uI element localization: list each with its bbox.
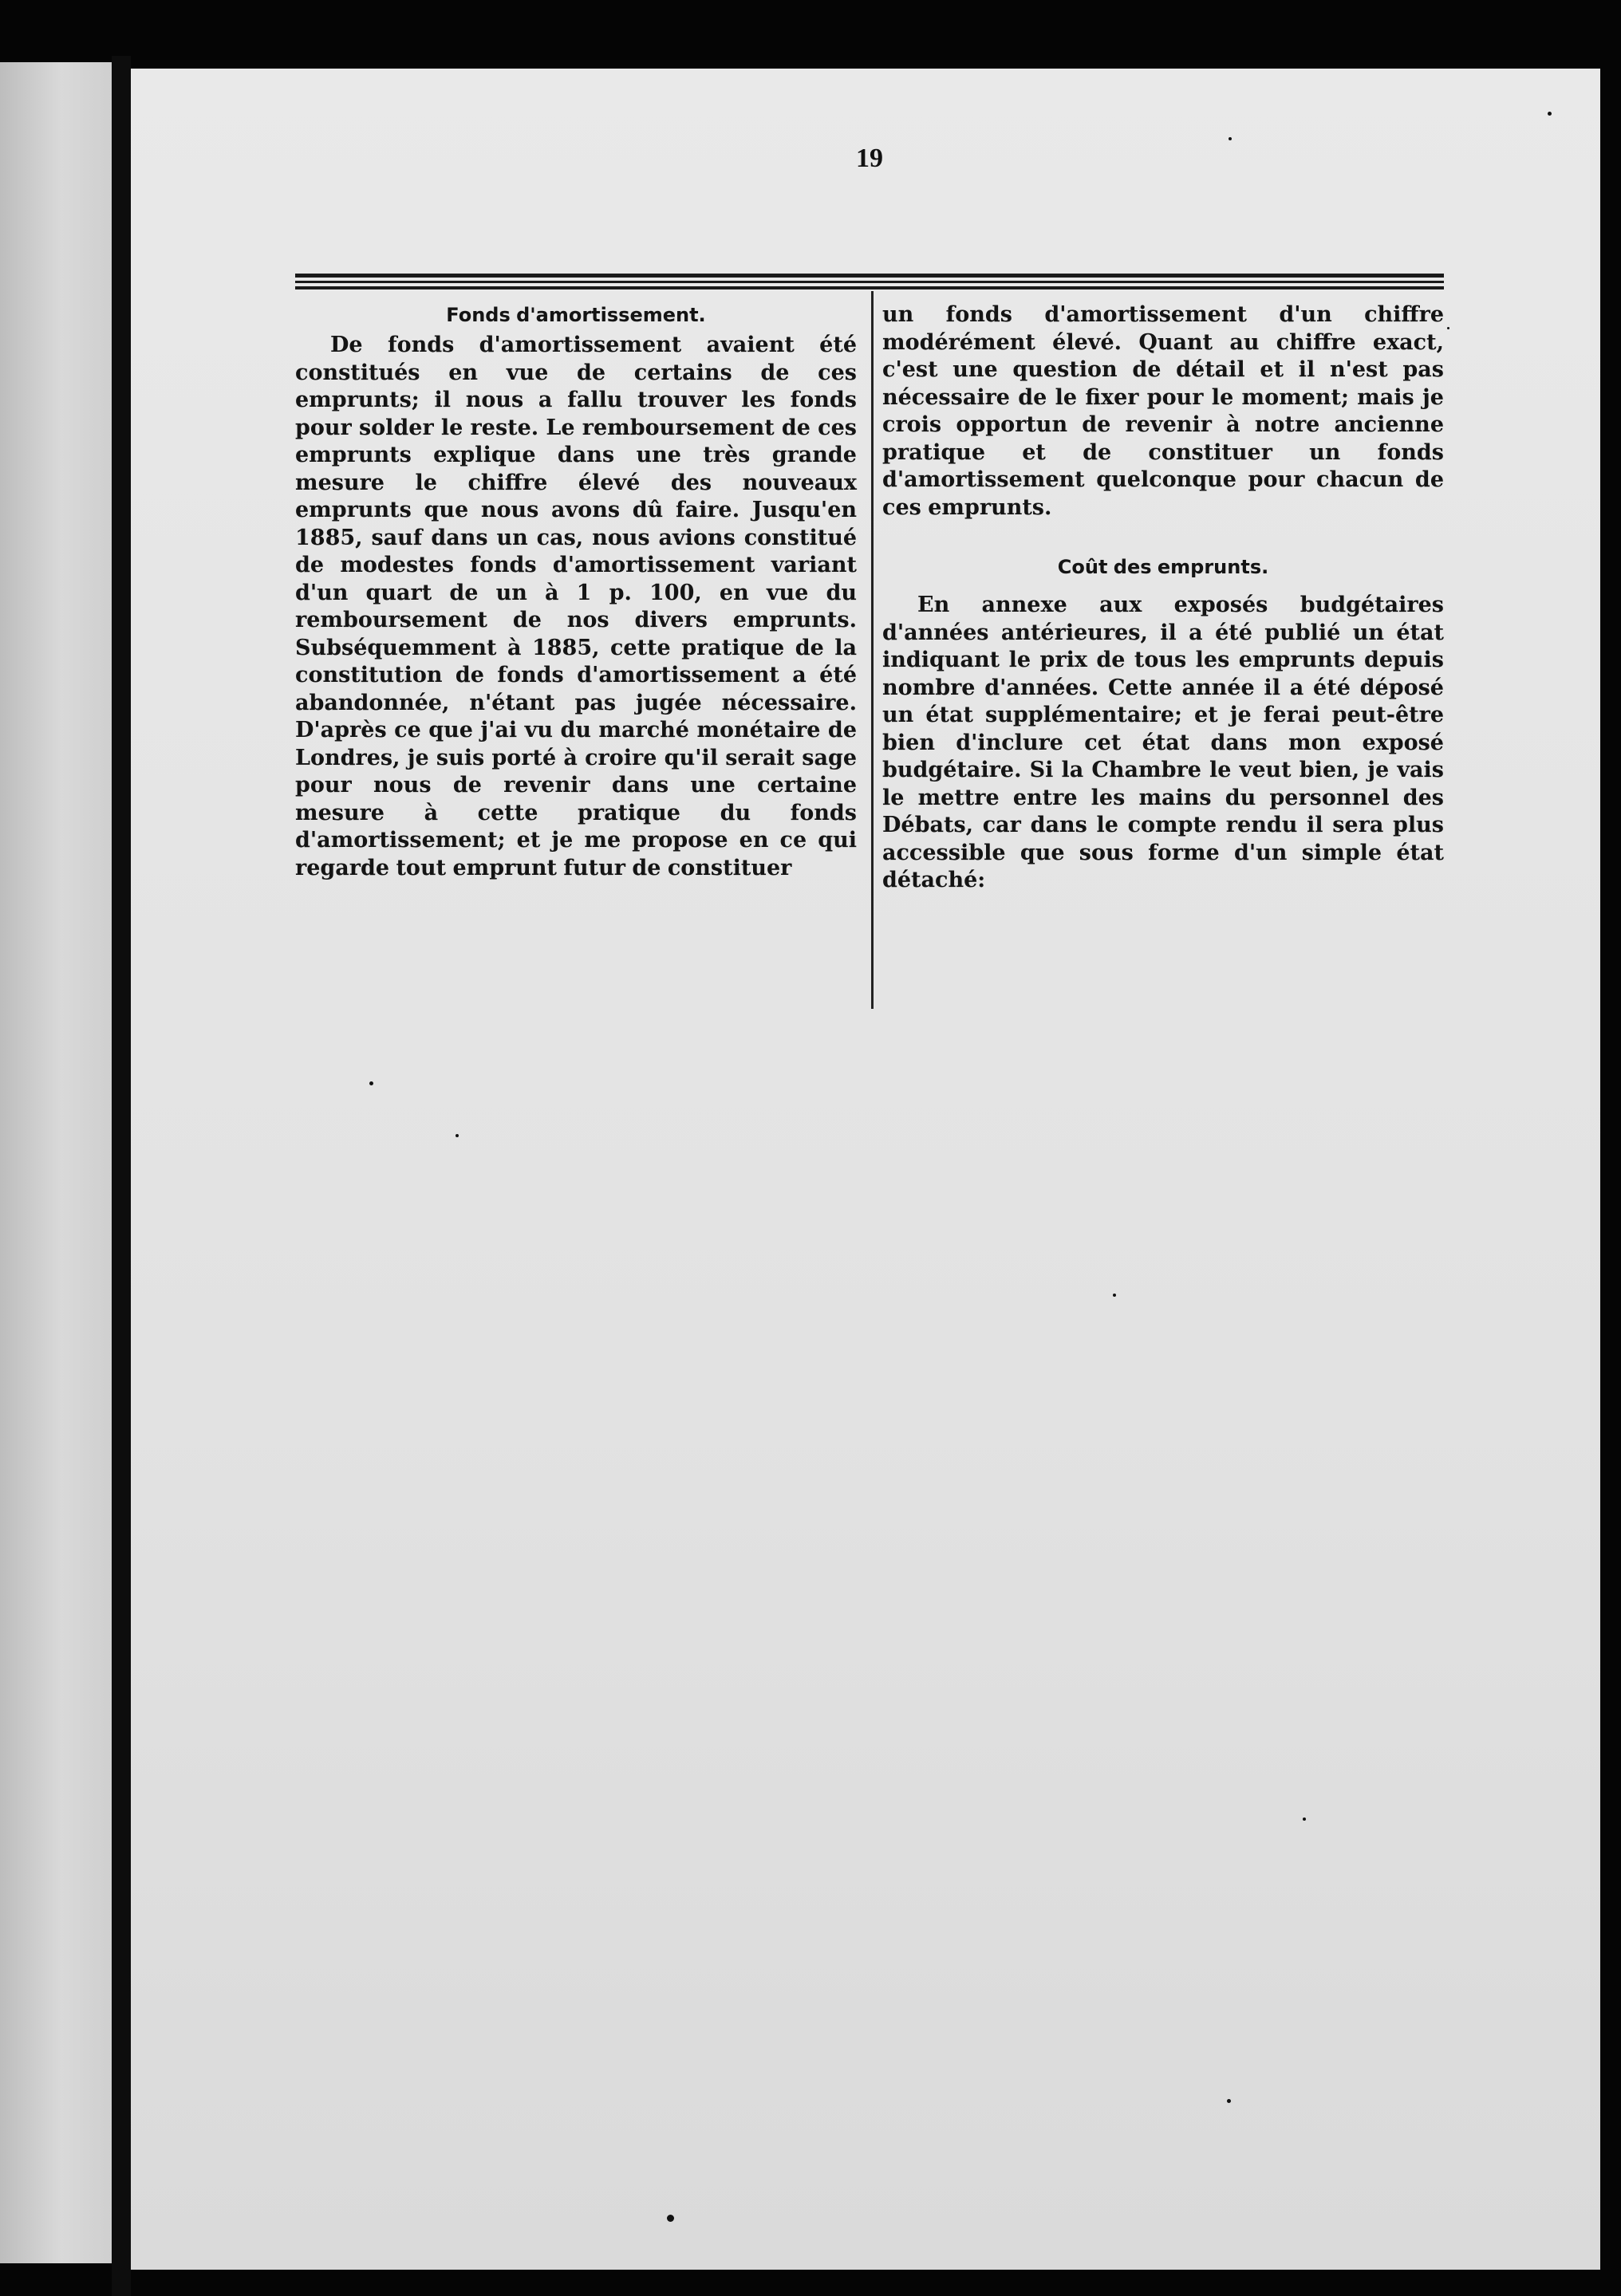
body-paragraph: De fonds d'amortissement avaient été constitués en vue de certains de ces emprunts; il nous a fallu trouver les fonds pour solder le reste. Le remboursement de ces emprunts explique dans une très grande mesure le chiffre élevé des nouveaux emprunts que nous avons dû faire. Jusqu'en 1885, sauf dans un cas, nous avions constitué de modestes fonds d'amortissement variant d'un quart de un à 1 p. 100, en vue du remboursement de nos divers emprunts. Subséquemment à 1885, cette pratique de la constitution de fonds d'amortissement a été abandonnée, n'étant pas jugée nécessaire. D'après ce que j'ai vu du marché monétaire de Londres, je suis porté à croire qu'il serait sage pour nous de revenir dans une certaine mesure à cette pratique du fonds d'amortissement; et je me propose en ce qui regarde tout emprunt futur de constituer	[295, 333, 857, 880]
section-heading-cost-of-loans: Coût des emprunts.	[1057, 556, 1269, 578]
scan-speck	[369, 1081, 373, 1085]
scan-speck	[1229, 137, 1232, 140]
page-number: 19	[856, 144, 883, 173]
scan-speck	[1113, 1294, 1116, 1297]
header-rule	[295, 281, 1444, 283]
header-rule	[295, 286, 1444, 289]
scan-speck	[456, 1134, 459, 1137]
header-rule	[295, 274, 1444, 278]
right-column	[882, 301, 1444, 895]
body-paragraph: En annexe aux exposés budgétaires d'années antérieures, il a été publié un état indiquant le prix de tous les emprunts depuis nombre d'années. Cette année il a été déposé un état supplémentaire; et je ferai peut-être bien d'inclure cet état dans mon exposé budgétaire. Si la Chambre le veut bien, je vais le mettre entre les mains du personnel des Débats, car dans le compte rendu il sera plus accessible que sous forme d'un simple état détaché:	[882, 593, 1444, 892]
page-gutter	[112, 56, 131, 2296]
scan-speck	[667, 2215, 674, 2222]
scan-speck	[1227, 2099, 1231, 2103]
left-column	[295, 301, 857, 882]
continued-paragraph: un fonds d'amortissement d'un chiffre modérément élevé. Quant au chiffre exact, c'est une question de détail et il n'est pas nécessaire de le fixer pour le moment; mais je crois opportun de revenir à notre ancienne pratique et de constituer un fonds d'amortissement quelconque pour chacun de ces emprunts.	[882, 302, 1444, 520]
scan-speck	[1303, 1818, 1306, 1821]
facing-page-edge	[0, 62, 112, 2263]
scan-speck	[1548, 112, 1552, 116]
column-divider	[871, 291, 874, 1009]
section-heading-sinking-funds: Fonds d'amortissement.	[446, 304, 706, 326]
scan-speck	[1447, 327, 1449, 329]
